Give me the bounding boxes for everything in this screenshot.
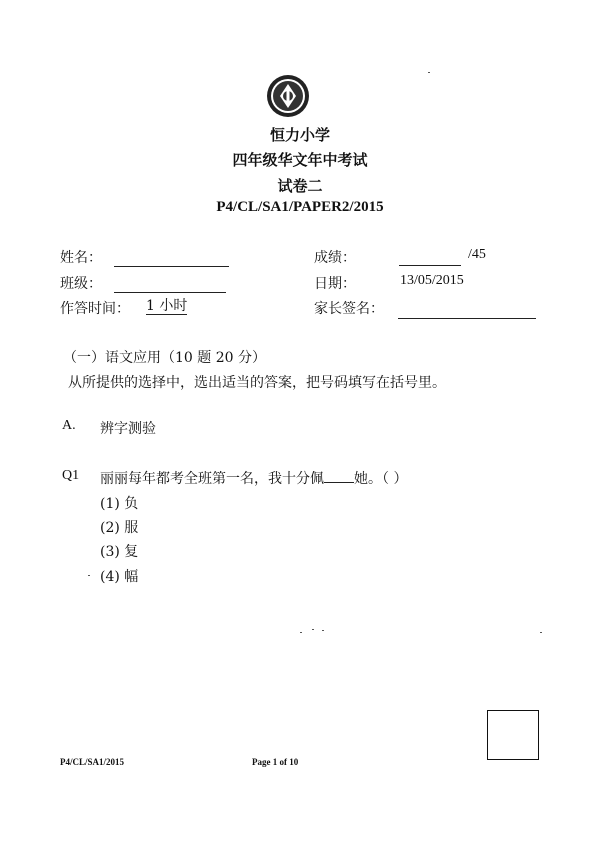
option-1: [100, 493, 138, 513]
time-label: 作答时间：: [60, 301, 130, 317]
class-label: 班级：: [60, 276, 102, 292]
option-number: (2): [100, 520, 120, 536]
option-3: [100, 541, 138, 561]
option-4: [100, 566, 138, 586]
answer-box[interactable]: [487, 710, 539, 760]
part-title: 辨字测验: [100, 421, 156, 437]
option-2: [100, 517, 138, 537]
school-name: 恒力小学: [269, 126, 330, 144]
answer-blank[interactable]: [324, 470, 354, 483]
option-text: 负: [124, 496, 139, 512]
name-label: 姓名：: [60, 250, 102, 266]
part-letter: A.: [62, 418, 76, 433]
option-text: 复: [124, 544, 139, 560]
section-title: （一）语文应用（10 题 20 分）: [63, 350, 266, 366]
score-field[interactable]: [399, 265, 461, 266]
scan-speck: [312, 629, 314, 630]
scan-speck: [88, 575, 90, 576]
paper-title: 试卷二: [277, 177, 323, 195]
time-value: 1 小时: [146, 298, 188, 314]
footer-code: P4/CL/SA1/2015: [60, 757, 125, 767]
score-total: /45: [468, 247, 486, 262]
question-text-before: 丽丽每年都考全班第一名，我十分佩: [100, 471, 324, 487]
option-text: 幅: [124, 569, 139, 585]
parent-signature-label: 家长签名：: [314, 301, 384, 317]
paper-code: P4/CL/SA1/PAPER2/2015: [216, 199, 384, 215]
school-crest-logo: [266, 74, 310, 118]
question-number: Q1: [62, 468, 80, 483]
name-field[interactable]: [114, 266, 229, 267]
date-value: 13/05/2015: [400, 273, 464, 288]
option-number: (4): [100, 569, 120, 585]
option-number: (3): [100, 544, 120, 560]
section-instruction: 从所提供的选择中，选出适当的答案，把号码填写在括号里。: [68, 375, 446, 391]
scan-speck: [322, 630, 324, 631]
scan-speck: [428, 72, 430, 73]
page-number: Page 1 of 10: [252, 757, 299, 767]
option-number: (1): [100, 496, 120, 512]
option-text: 服: [124, 520, 139, 536]
parent-signature-field[interactable]: [398, 318, 536, 319]
scan-speck: [540, 632, 542, 633]
class-field[interactable]: [114, 292, 226, 293]
score-label: 成绩：: [314, 250, 356, 266]
question-text-after: 她。（ ）: [354, 471, 408, 487]
exam-title: 四年级华文年中考试: [232, 151, 368, 169]
scan-speck: [300, 632, 302, 633]
date-label: 日期：: [314, 276, 356, 292]
question-text: [100, 468, 407, 488]
